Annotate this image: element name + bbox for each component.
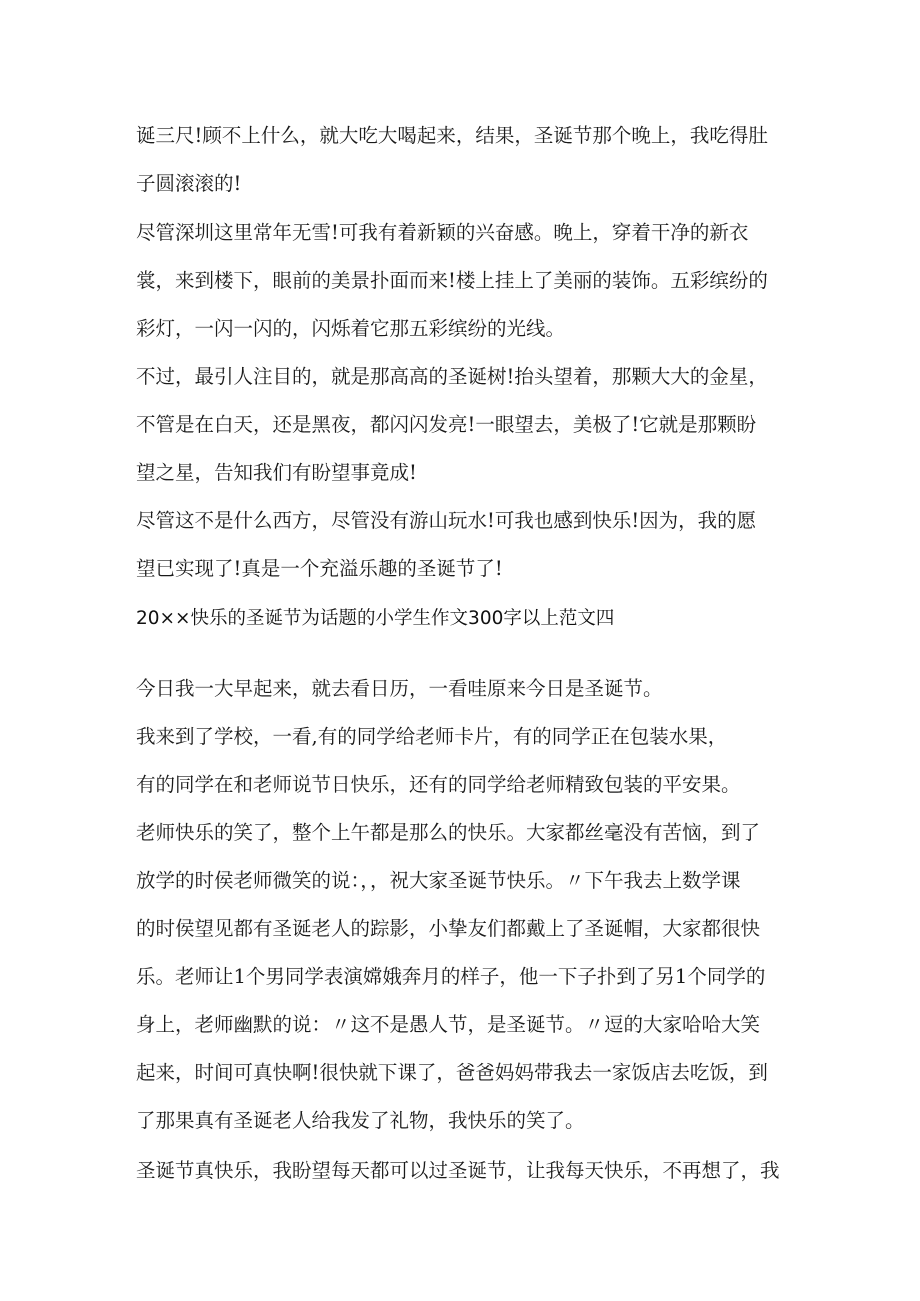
text-line: 尽管深圳这里常年无雪!可我有着新颖的兴奋感。晚上，穿着干净的新衣 xyxy=(136,221,749,244)
text-line: 我来到了学校，一看,有的同学给老师卡片，有的同学正在包装水果， xyxy=(136,725,728,748)
text-line: 望已实现了!真是一个充溢乐趣的圣诞节了! xyxy=(136,557,503,580)
text-line: 的时侯望见都有圣诞老人的踪影，小挚友们都戴上了圣诞帽，大家都很快 xyxy=(136,917,761,940)
text-line: 圣诞节真快乐，我盼望每天都可以过圣诞节，让我每天快乐，不再想了，我 xyxy=(136,1159,780,1182)
text-line: 诞三尺!顾不上什么，就大吃大喝起来，结果，圣诞节那个晚上，我吃得肚 xyxy=(136,124,768,147)
text-line: 尽管这不是什么西方，尽管没有游山玩水!可我也感到快乐!因为，我的愿 xyxy=(136,509,757,532)
text-line: 放学的时侯老师微笑的说：，，祝大家圣诞节快乐。〃下午我去上数学课 xyxy=(136,869,741,892)
text-line: 老师快乐的笑了，整个上午都是那么的快乐。大家都丝毫没有苦恼，到了 xyxy=(136,821,761,844)
text-line: 不过，最引人注目的，就是那高高的圣诞树!抬头望着，那颗大大的金星， xyxy=(136,365,768,388)
text-line: 有的同学在和老师说节日快乐，还有的同学给老师精致包装的平安果。 xyxy=(136,773,741,796)
text-line: 今日我一大早起来，就去看日历，一看哇原来今日是圣诞节。 xyxy=(136,677,663,700)
text-line: 身上，老师幽默的说：〃这不是愚人节，是圣诞节。〃逗的大家哈哈大笑 xyxy=(136,1013,761,1036)
text-line: 望之星，告知我们有盼望事竟成! xyxy=(136,461,417,484)
text-line: 乐。老师让1个男同学表演嫦娥奔月的样子，他一下子扑到了另1个同学的 xyxy=(136,965,766,988)
text-line: 子圆滚滚的! xyxy=(136,172,242,195)
section-heading: 20××快乐的圣诞节为话题的小学生作文300字以上范文四 xyxy=(136,608,615,629)
text-line: 了那果真有圣诞老人给我发了礼物，我快乐的笑了。 xyxy=(136,1109,585,1132)
text-line: 彩灯，一闪一闪的，闪烁着它那五彩缤纷的光线。 xyxy=(136,317,566,340)
text-line: 起来，时间可真快啊!很快就下课了，爸爸妈妈带我去一家饭店去吃饭，到 xyxy=(136,1061,768,1084)
text-line: 不管是在白天，还是黑夜，都闪闪发亮!一眼望去，美极了!它就是那颗盼 xyxy=(136,413,757,436)
text-line: 裳，来到楼下，眼前的美景扑面而来!楼上挂上了美丽的装饰。五彩缤纷的 xyxy=(136,269,768,292)
